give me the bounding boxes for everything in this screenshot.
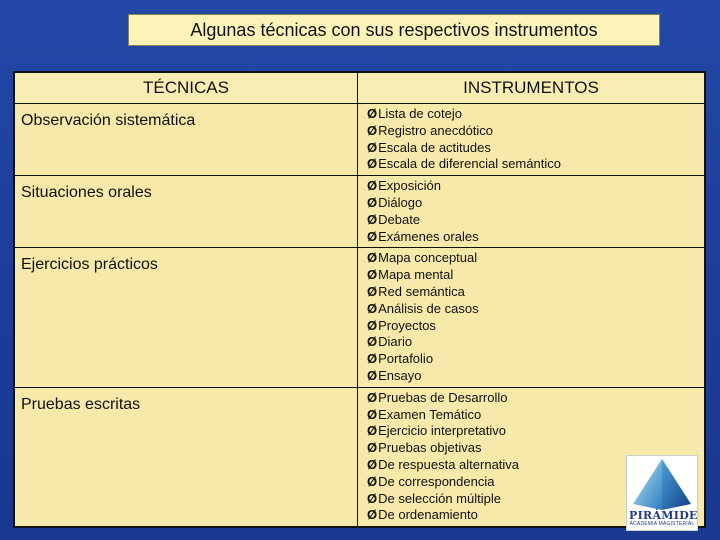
bullet-arrow-icon: Ø bbox=[367, 456, 378, 472]
instrumento-item bbox=[367, 390, 704, 407]
instrumento-item bbox=[367, 106, 704, 123]
instrumento-label: De selección múltiple bbox=[378, 490, 501, 506]
table-row bbox=[14, 104, 705, 176]
bullet-arrow-icon: Ø bbox=[367, 106, 378, 121]
instrumento-item bbox=[367, 195, 704, 212]
bullet-arrow-icon: Ø bbox=[367, 406, 378, 422]
instrumento-label: Ejercicio interpretativo bbox=[378, 423, 507, 439]
instrumento-item bbox=[367, 140, 704, 157]
bullet-arrow-icon: Ø bbox=[367, 351, 378, 367]
piramide-logo bbox=[626, 455, 698, 531]
bullet-arrow-icon: Ø bbox=[367, 507, 378, 523]
logo-subtitle: ACADEMIA MAGISTERIAL bbox=[629, 521, 695, 527]
instrumento-label: Proyectos bbox=[378, 317, 436, 333]
instrumento-label: Escala de actitudes bbox=[378, 139, 491, 155]
table-row bbox=[14, 387, 705, 527]
instrumento-label: Diario bbox=[378, 334, 413, 350]
instrumento-item bbox=[367, 423, 704, 440]
instrumento-label: Red semántica bbox=[378, 283, 465, 299]
instrumento-item bbox=[367, 229, 704, 246]
instrumentos-cell bbox=[358, 248, 706, 387]
instrumento-item bbox=[367, 368, 704, 385]
instrumento-label: Análisis de casos bbox=[378, 300, 479, 316]
pyramid-icon bbox=[627, 456, 697, 512]
instrumento-item bbox=[367, 284, 704, 301]
instrumento-label: Ensayo bbox=[378, 367, 422, 383]
bullet-arrow-icon: Ø bbox=[367, 367, 378, 383]
tecnica-cell: Ejercicios prácticos bbox=[14, 248, 358, 387]
instrumento-label: Diálogo bbox=[378, 194, 423, 210]
instrumento-label: Mapa conceptual bbox=[378, 250, 478, 266]
instrumento-label: Portafolio bbox=[378, 351, 434, 367]
table-row bbox=[14, 176, 705, 248]
table-header-row bbox=[14, 72, 705, 104]
instrumento-item bbox=[367, 250, 704, 267]
bullet-arrow-icon: Ø bbox=[367, 228, 378, 244]
instrumento-label: Lista de cotejo bbox=[378, 106, 462, 121]
tecnica-cell: Situaciones orales bbox=[14, 176, 358, 248]
bullet-arrow-icon: Ø bbox=[367, 194, 378, 210]
bullet-arrow-icon: Ø bbox=[367, 178, 378, 194]
instrumento-label: Mapa mental bbox=[378, 267, 454, 283]
bullet-arrow-icon: Ø bbox=[367, 300, 378, 316]
table-row bbox=[14, 248, 705, 387]
instrumento-label: Pruebas objetivas bbox=[378, 440, 482, 456]
techniques-table bbox=[13, 71, 706, 528]
bullet-arrow-icon: Ø bbox=[367, 440, 378, 456]
bullet-arrow-icon: Ø bbox=[367, 211, 378, 227]
instrumento-label: De respuesta alternativa bbox=[378, 456, 520, 472]
instrumento-item bbox=[367, 351, 704, 368]
instrumento-item bbox=[367, 318, 704, 335]
tecnica-cell: Pruebas escritas bbox=[14, 387, 358, 527]
instrumento-label: Escala de diferencial semántico bbox=[378, 156, 561, 172]
bullet-arrow-icon: Ø bbox=[367, 473, 378, 489]
instrumento-label: De ordenamiento bbox=[378, 507, 478, 523]
instrumento-label: Exposición bbox=[378, 178, 441, 194]
bullet-arrow-icon: Ø bbox=[367, 389, 378, 405]
header-tecnicas: TÉCNICAS bbox=[14, 72, 358, 104]
instrumentos-cell bbox=[358, 176, 706, 248]
bullet-arrow-icon: Ø bbox=[367, 139, 378, 155]
instrumento-item bbox=[367, 123, 704, 140]
bullet-arrow-icon: Ø bbox=[367, 283, 378, 299]
instrumento-item bbox=[367, 156, 704, 173]
logo-name: PIRÁMIDE bbox=[629, 509, 698, 522]
instrumento-label: Exámenes orales bbox=[378, 228, 479, 244]
instrumento-item bbox=[367, 407, 704, 424]
instrumento-item bbox=[367, 212, 704, 229]
bullet-arrow-icon: Ø bbox=[367, 267, 378, 283]
bullet-arrow-icon: Ø bbox=[367, 122, 378, 138]
slide-title: Algunas técnicas con sus respectivos instrumentos bbox=[128, 14, 660, 46]
instrumento-item bbox=[367, 334, 704, 351]
instrumento-label: Debate bbox=[378, 211, 421, 227]
instrumento-item bbox=[367, 178, 704, 195]
instrumento-item bbox=[367, 267, 704, 284]
tecnica-cell: Observación sistemática bbox=[14, 104, 358, 176]
instrumento-label: Pruebas de Desarrollo bbox=[378, 389, 508, 405]
bullet-arrow-icon: Ø bbox=[367, 334, 378, 350]
table-body bbox=[14, 104, 705, 528]
bullet-arrow-icon: Ø bbox=[367, 250, 378, 266]
bullet-arrow-icon: Ø bbox=[367, 156, 378, 172]
bullet-arrow-icon: Ø bbox=[367, 423, 378, 439]
instrumentos-cell bbox=[358, 104, 706, 176]
instrumento-item bbox=[367, 301, 704, 318]
instrumento-label: Registro anecdótico bbox=[378, 122, 494, 138]
bullet-arrow-icon: Ø bbox=[367, 490, 378, 506]
instrumento-label: De correspondencia bbox=[378, 473, 495, 489]
bullet-arrow-icon: Ø bbox=[367, 317, 378, 333]
header-instrumentos: INSTRUMENTOS bbox=[358, 72, 706, 104]
instrumento-label: Examen Temático bbox=[378, 406, 482, 422]
